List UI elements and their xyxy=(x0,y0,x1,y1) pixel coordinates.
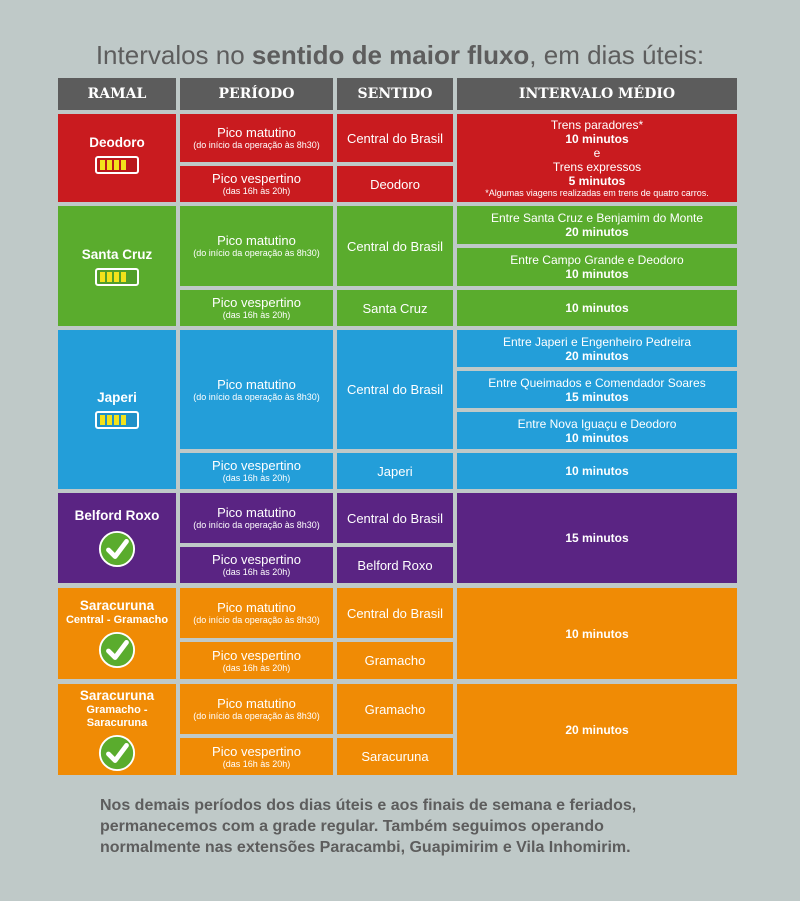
periodo-vespertino: Pico vespertino (das 16h às 20h) xyxy=(180,738,333,775)
periodo-matutino: Pico matutino (do início da operação às 8h30) xyxy=(180,114,333,162)
intervalo-item: Entre Santa Cruz e Benjamim do Monte 20 minutos xyxy=(457,206,737,244)
check-icon xyxy=(98,734,136,772)
sentido-matutino: Central do Brasil xyxy=(337,588,453,638)
intervalo-vespertino: 10 minutos xyxy=(457,290,737,326)
intervalo-saracuruna-2: 20 minutos xyxy=(457,684,737,775)
page-title: Intervalos no sentido de maior fluxo, em dias úteis: xyxy=(95,40,705,70)
header-intervalo: INTERVALO MÉDIO xyxy=(457,78,737,110)
train-icon xyxy=(95,268,139,286)
ramal-name: Saracuruna xyxy=(79,687,155,703)
periodo-vespertino: Pico vespertino (das 16h às 20h) xyxy=(180,290,333,326)
sentido-vespertino: Saracuruna xyxy=(337,738,453,775)
intervalo-vespertino: 10 minutos xyxy=(457,453,737,489)
periodo-vespertino: Pico vespertino (das 16h às 20h) xyxy=(180,547,333,583)
periodo-matutino: Pico matutino (do início da operação às 8h30) xyxy=(180,684,333,734)
sentido-vespertino: Deodoro xyxy=(337,166,453,202)
periodo-matutino: Pico matutino (do início da operação às 8h30) xyxy=(180,493,333,543)
intervalo-item: Entre Japeri e Engenheiro Pedreira 20 minutos xyxy=(457,330,737,367)
intervalo-saracuruna-1: 10 minutos xyxy=(457,588,737,679)
periodo-matutino: Pico matutino (do início da operação às 8h30) xyxy=(180,206,333,286)
periodo-vespertino: Pico vespertino (das 16h às 20h) xyxy=(180,166,333,202)
ramal-japeri xyxy=(58,330,176,489)
check-icon xyxy=(98,631,136,669)
ramal-name: Belford Roxo xyxy=(74,508,160,523)
periodo-vespertino: Pico vespertino (das 16h às 20h) xyxy=(180,453,333,489)
sentido-matutino: Gramacho xyxy=(337,684,453,734)
sentido-vespertino: Santa Cruz xyxy=(337,290,453,326)
ramal-name: Deodoro xyxy=(89,135,145,150)
sentido-vespertino: Japeri xyxy=(337,453,453,489)
ramal-name: Japeri xyxy=(97,390,137,405)
intervalo-item: Entre Nova Iguaçu e Deodoro 10 minutos xyxy=(457,412,737,449)
sentido-matutino: Central do Brasil xyxy=(337,330,453,449)
intervalo-item: Entre Campo Grande e Deodoro 10 minutos xyxy=(457,248,737,286)
header-ramal: RAMAL xyxy=(58,78,176,110)
sentido-vespertino: Belford Roxo xyxy=(337,547,453,583)
periodo-matutino: Pico matutino (do início da operação às 8h30) xyxy=(180,588,333,638)
train-icon xyxy=(95,156,139,174)
sentido-matutino: Central do Brasil xyxy=(337,206,453,286)
ramal-santa-cruz xyxy=(58,206,176,326)
footer-note: Nos demais períodos dos dias úteis e aos finais de semana e feriados, permanecemos com a grade regular. Também seguimos operando normalmente nas extensões Paracambi, Guapimirim e Vila Inhomirim. xyxy=(100,797,637,856)
intervalo-deodoro: Trens paradores* 10 minutos e Trens expressos 5 minutos *Algumas viagens realizadas em trens de quatro carros. xyxy=(457,114,737,202)
intervalo-item: Entre Queimados e Comendador Soares 15 minutos xyxy=(457,371,737,408)
ramal-sub: Central - Gramacho xyxy=(65,614,169,626)
sentido-vespertino: Gramacho xyxy=(337,642,453,679)
sentido-matutino: Central do Brasil xyxy=(337,114,453,162)
header-sentido: SENTIDO xyxy=(337,78,453,110)
intervalo-belford-roxo: 15 minutos xyxy=(457,493,737,583)
sentido-matutino: Central do Brasil xyxy=(337,493,453,543)
ramal-name: Santa Cruz xyxy=(81,246,153,262)
ramal-deodoro xyxy=(58,114,176,202)
ramal-belford-roxo xyxy=(58,493,176,583)
ramal-saracuruna-central-gramacho xyxy=(58,588,176,679)
train-icon xyxy=(95,411,139,429)
ramal-sub: Gramacho - Saracuruna xyxy=(86,703,148,729)
ramal-name: Saracuruna xyxy=(79,598,155,613)
periodo-matutino: Pico matutino (do início da operação às 8h30) xyxy=(180,330,333,449)
periodo-vespertino: Pico vespertino (das 16h às 20h) xyxy=(180,642,333,679)
header-periodo: PERÍODO xyxy=(180,78,333,110)
check-icon xyxy=(98,530,136,568)
ramal-saracuruna-gramacho-saracuruna xyxy=(58,684,176,775)
